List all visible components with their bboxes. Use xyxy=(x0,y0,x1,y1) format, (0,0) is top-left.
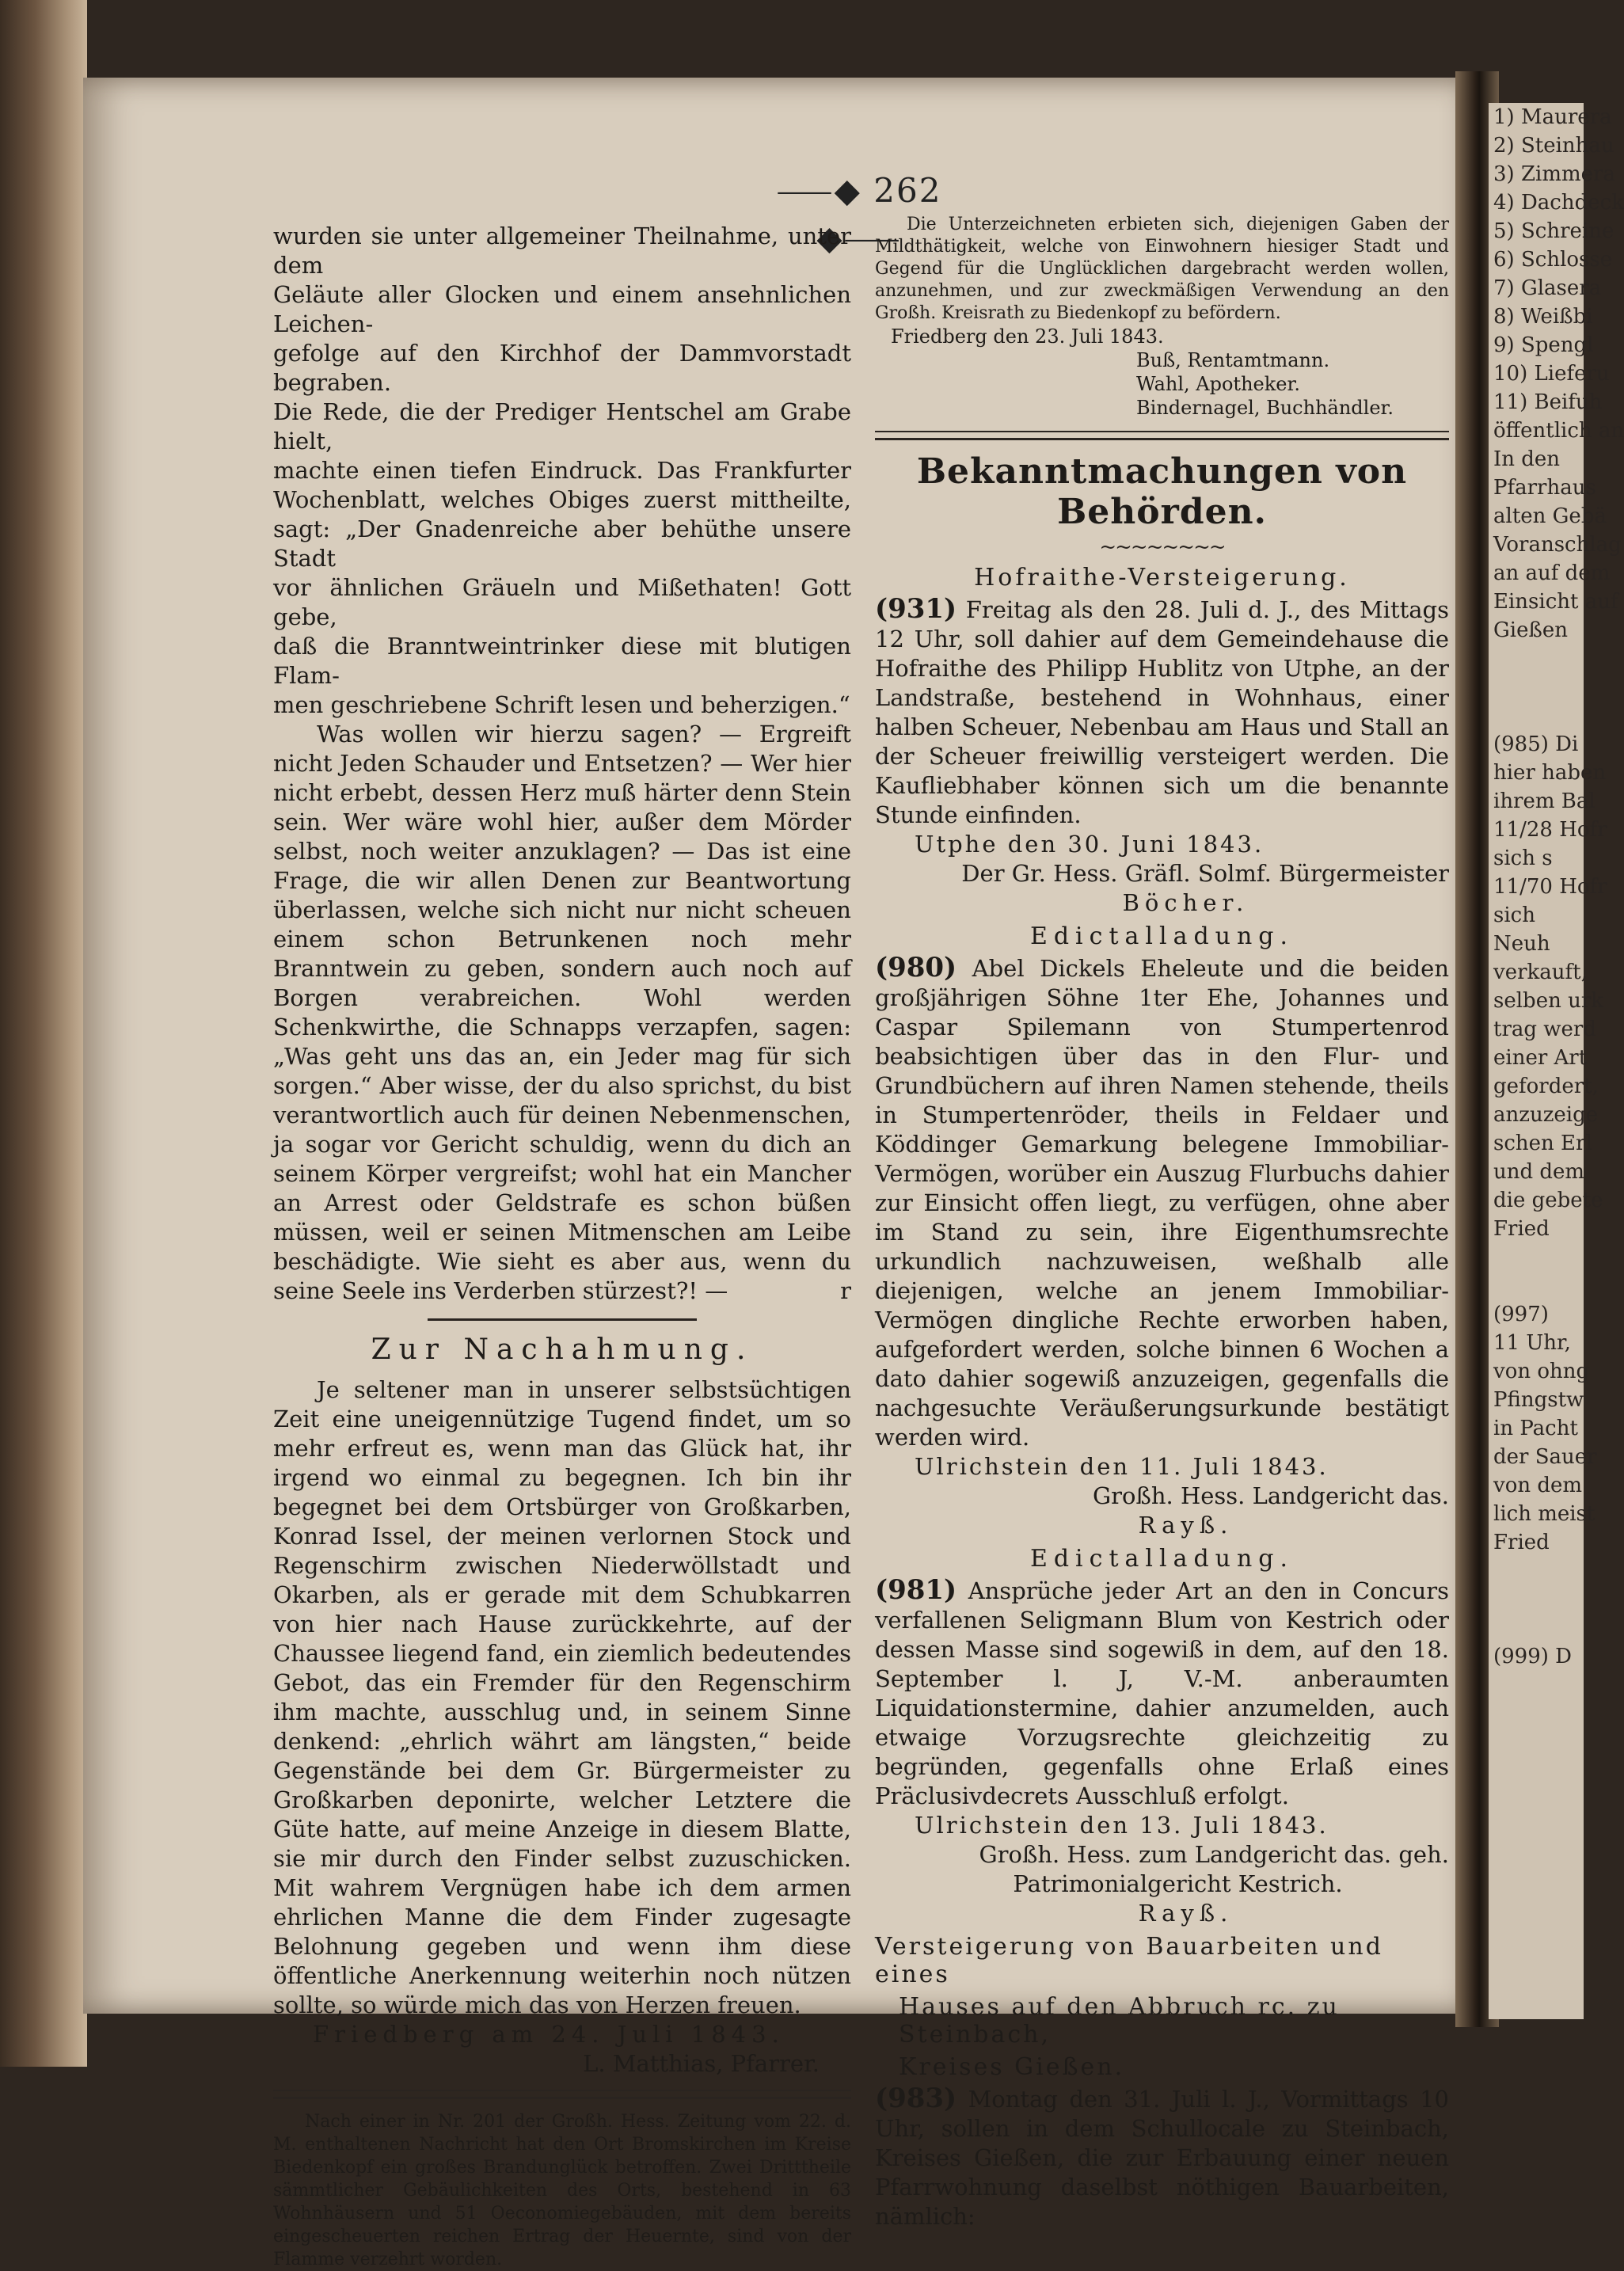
next-page-fragment: in Pacht xyxy=(1493,1417,1578,1440)
ornament-right-icon: ◆⸺ xyxy=(816,219,902,257)
notice-heading: Edictalladung. xyxy=(1029,922,1295,950)
text-line: vor ähnlichen Gräueln und Mißethaten! Gott gebe, xyxy=(273,574,851,630)
next-page-fragment: gefordert, xyxy=(1493,1075,1599,1098)
next-page-fragment: 2) Steinhau xyxy=(1493,134,1614,158)
double-divider xyxy=(875,431,1449,440)
notice-number: (931) xyxy=(875,593,957,625)
next-page-fragment: 7) Glasera xyxy=(1493,276,1602,300)
next-page-fragment: 9) Spengl xyxy=(1493,333,1594,357)
appeal-signer: Wahl, Apotheker. xyxy=(1136,373,1300,395)
next-page-fragment: In den xyxy=(1493,447,1561,471)
text-line: Die Rede, die der Prediger Hentschel am Grabe hielt, xyxy=(273,398,851,455)
authority: Der Gr. Hess. Gräfl. Solmf. Bürgermeister xyxy=(961,860,1449,887)
next-page-fragment xyxy=(1489,1614,1584,1642)
text-line: daß die Branntweintrinker diese mit blutigen Flam- xyxy=(273,633,851,689)
next-page-fragment: der Sauer xyxy=(1493,1445,1597,1469)
commentary-paragraph: Was wollen wir hierzu sagen? — Ergreift nicht Jeden Schauder und Entsetzen? — Wer hier nicht erbebt, dessen Herz muß härter denn Stein sein. Wer wäre wohl hier, außer dem Mörder selbst, noch weiter anzuklagen? — Das ist eine Frage, die wir allen Denen zur Beantwortung überlassen, welche sich nicht nur nicht scheuen einem schon Betrunkenen noch mehr Branntwein zu geben, sondern auch noch auf Borgen verabreichen. Wohl werden Schenkwirthe, die Schnapps verzapfen, sagen: „Was geht uns das an, ein Jeder mag für sich sorgen.“ Aber wisse, der du also sprichst, du bist verantwortlich auch für deinen Nebenmenschen, ja sogar vor Gericht schuldig, wenn du dich an seinem Körper vergreifst; wohl hat ein Mancher an Arrest oder Geldstrafe es schon büßen müssen, weil er seinen Mitmenschen am Leibe beschädigte. Wie sieht es aber aus, wenn du seine Seele ins Verderben stürzest?! — r xyxy=(273,721,851,1304)
next-page-fragment: 11/70 Hofr xyxy=(1493,875,1607,899)
next-page-fragment xyxy=(1489,1272,1584,1300)
appeal-signer: Bindernagel, Buchhändler. xyxy=(1136,397,1394,419)
next-page-fragment: hier haben xyxy=(1493,761,1607,785)
official-name: Rayß. xyxy=(1138,1512,1234,1539)
notice-heading: Versteigerung von Bauarbeiten und eines xyxy=(875,1933,1383,1988)
next-page-fragment: 5) Schreine xyxy=(1493,219,1614,243)
next-page-fragment: selben urk xyxy=(1493,989,1604,1013)
text-line: wurden sie unter allgemeiner Theilnahme, unter dem xyxy=(273,223,851,279)
place-date: Ulrichstein den 13. Juli 1843. xyxy=(915,1812,1329,1839)
next-page-fragment: und dem xyxy=(1493,1160,1585,1184)
next-page-fragment: sich xyxy=(1493,903,1535,927)
next-page-edge xyxy=(1489,103,1624,2019)
notice-heading: Kreises Gießen. xyxy=(899,2053,1125,2081)
next-page-fragment: die gebete xyxy=(1493,1189,1603,1212)
next-page-fragment: von ohng xyxy=(1493,1360,1590,1383)
next-page-fragment: Pfingstw xyxy=(1493,1388,1584,1412)
notice-983: (983) Montag den 31. Juli l. J., Vormittags 10 Uhr, sollen in dem Schullocale zu Steinbach, Kreises Gießen, die zur Erbauung einer neuen Pfarrwohnung daselbst nöthigen Bauarbeiten, nämlich: xyxy=(875,2083,1449,2230)
next-page-fragment xyxy=(1489,1243,1584,1272)
nachahmung-paragraph: Je seltener man in unserer selbstsüchtigen Zeit eine uneigennützige Tugend findet, um so mehr erfreut es, wenn man das Glück hat, ihr irgend wo einmal zu begegnen. Ich bin ihr begegnet bei dem Ortsbürger von Großkarben, Konrad Issel, der meinen verlornen Stock und Regenschirm zwischen Niederwöllstadt und Okarben, als er gerade mit dem Schubkarren von hier nach Hause zurückkehrte, auf der Chaussee liegend fand, ein ziemlich bedeutendes Gebot, das ein Fremder für den Regenschirm ihm machte, ausschlug und, in seinem Sinne denkend: „ehrlich währt am längsten,“ beide Gegenstände bei dem Gr. Bürgermeister zu Großkarben deponirte, welcher Letztere die Güte hatte, auf meine Anzeige in diesem Blatte, sie mir durch den Finder selbst zuzuschicken. Mit wahrem Vergnügen habe ich dem armen ehrlichen Manne die dem Finder zugesagte Belohnung gegeben und wenn ihm diese öffentliche Anerkennung weiterhin noch nützen sollte, so würde mich das von Herzen freuen. xyxy=(273,1376,851,2018)
notice-981: (981) Ansprüche jeder Art an den in Concurs verfallenen Seligmann Blum von Kestrich oder dessen Masse sind sogewiß in dem, auf den 18. September l. J, V.-M. anberaumten Liquidationstermine, dahier anzumelden, auch etwaige Vorzugsrechte gleichzeitig zu begründen, gegenfalls ohne Erlaß eines Präclusivdecrets Ausschluß erfolgt. xyxy=(875,1574,1450,1809)
authority: Großh. Hess. zum Landgericht das. geh. xyxy=(979,1841,1449,1868)
next-page-fragment: an auf dem xyxy=(1493,561,1611,585)
double-divider xyxy=(273,2090,851,2099)
fire-report: Nach einer in Nr. 201 der Großh. Hess. Zeitung vom 22. d. M. enthaltenen Nachricht hat den Ort Bromskirchen im Kreise Biedenkopf ein großes Brandunglück betroffen. Zwei Dritttheile sämmtlicher Gebäulichkeiten des Orts, bestehend in 63 Wohnhäusern und 51 Oeconomiegebäuden, mit dem bereits eingescheuerten reichen Ertrag der Heuernte, sind von der Flamme verzehrt worden. xyxy=(273,2112,851,2269)
next-page-fragment xyxy=(1489,702,1584,730)
place-date: Friedberg am 24. Juli 1843. xyxy=(313,2021,785,2048)
appeal-place-date: Friedberg den 23. Juli 1843. xyxy=(891,325,1164,348)
next-page-fragment: sich s xyxy=(1493,846,1553,870)
place-date: Utphe den 30. Juni 1843. xyxy=(915,831,1265,858)
next-page-fragment: 4) Dachdeck xyxy=(1493,191,1624,215)
next-page-fragment: schen Erl xyxy=(1493,1132,1592,1155)
next-page-fragment: ihrem Bal xyxy=(1493,789,1595,813)
notice-number: (983) xyxy=(875,2083,957,2114)
text-line: sagt: „Der Gnadenreiche aber behüthe unsere Stadt xyxy=(273,515,851,572)
text-line: gefolge auf den Kirchhof der Dammvorstadt begraben. xyxy=(273,340,851,396)
next-page-fragment: Voranschlag xyxy=(1493,533,1622,557)
next-page-fragment: Neuh xyxy=(1493,932,1550,956)
next-page-fragment: trag werd xyxy=(1493,1018,1596,1041)
book-edge-left xyxy=(0,0,87,2067)
squiggle-ornament: ~~~~~~~~ xyxy=(1099,535,1225,559)
next-page-fragment: 1) Maurera xyxy=(1493,105,1612,129)
official-name: Rayß. xyxy=(1138,1900,1234,1927)
notice-heading: Edictalladung. xyxy=(1029,1545,1295,1573)
next-page-fragment xyxy=(1489,673,1584,702)
next-page-fragment xyxy=(1489,1557,1584,1585)
next-page-fragment: von dem xyxy=(1493,1474,1583,1497)
notice-number: (981) xyxy=(875,1574,957,1606)
next-page-fragment: Fried xyxy=(1493,1217,1550,1241)
next-page-fragment: Einsicht auf xyxy=(1493,590,1618,614)
next-page-fragment: anzuzeige xyxy=(1493,1103,1599,1127)
next-page-fragment: (999) D xyxy=(1493,1645,1573,1668)
next-page-fragment: 6) Schlosse xyxy=(1493,248,1613,272)
divider xyxy=(428,1318,697,1321)
appeal-signer: Buß, Rentamtmann. xyxy=(1136,349,1330,371)
text-line: men geschriebene Schrift lesen und beherzigen.“ xyxy=(273,691,850,718)
section-heading-nachahmung: Zur Nachahmung. xyxy=(371,1333,754,1366)
left-column xyxy=(273,222,851,2271)
place-date: Ulrichstein den 11. Juli 1843. xyxy=(915,1453,1329,1480)
notice-980: (980) Abel Dickels Eheleute und die beiden großjährigen Söhne 1ter Ehe, Johannes und Caspar Spilemann von Stumpertenrod beabsichtigen über das in den Flur- und Grundbüchern auf ihren Namen stehende, theils in Stumpertenröder, theils in Feldaer und Köddinger Gemarkung belegene Immobiliar-Vermögen, worüber ein Auszug Flurbuchs dahier zur Einsicht offen liegt, zu verfügen, ohne aber im Stand zu sein, ihre Eigenthumsrechte urkundlich nachzuweisen, weßhalb alle diejenigen, welche an jenem Immobiliar-Vermögen dingliche Rechte erworben haben, aufgefordert werden, solche binnen 6 Wochen a dato dahier sogewiß anzuzeigen, gegenfalls die nachgesuchte Veräußerungsurkunde bestätigt werden wird. xyxy=(875,952,1449,1451)
next-page-fragment: Pfarrhaus xyxy=(1493,476,1596,500)
authority: Patrimonialgericht Kestrich. xyxy=(1013,1870,1343,1897)
notice-heading: Hofraithe-Versteigerung. xyxy=(974,564,1350,592)
notice-heading: Hauses auf den Abbruch rc. zu Steinbach, xyxy=(899,1993,1340,2048)
next-page-fragment: öffentlich an xyxy=(1493,419,1624,443)
next-page-fragment: 11/28 Hofr xyxy=(1493,818,1607,842)
next-page-fragment: (997) xyxy=(1493,1303,1549,1326)
text-line: Geläute aller Glocken und einem ansehnlichen Leichen- xyxy=(273,281,851,337)
article-continuation xyxy=(273,222,851,720)
page-number: ⸺◆ 262 ◆⸺ xyxy=(776,171,942,257)
next-page-fragment: lich meist xyxy=(1493,1502,1595,1526)
signature: L. Matthias, Pfarrer. xyxy=(583,2050,820,2077)
next-page-fragment: 11) Beifuh xyxy=(1493,390,1603,414)
official-name: Böcher. xyxy=(1122,889,1249,916)
next-page-fragment: 11 Uhr, xyxy=(1493,1331,1571,1355)
section-title-behoerden: Bekanntmachungen von Behörden. xyxy=(916,451,1408,532)
next-page-fragment: Fried xyxy=(1493,1531,1550,1554)
next-page-fragment: (985) Di xyxy=(1493,732,1579,756)
next-page-fragment: alten Gebä xyxy=(1493,504,1607,528)
donation-appeal: Die Unterzeichneten erbieten sich, diejenigen Gaben der Mildthätigkeit, welche von Einwohnern hiesiger Stadt und Gegend für die Unglücklichen dargebracht werden wollen, anzunehmen, und zur zweckmäßigen Verwendung an den Großh. Kreisrath zu Biedenkopf zu befördern. xyxy=(875,215,1449,323)
next-page-fragment: verkauft, xyxy=(1493,961,1588,984)
right-column xyxy=(875,214,1449,2231)
next-page-fragment: 10) Lieferu xyxy=(1493,362,1610,386)
next-page-fragment: 8) Weißbi xyxy=(1493,305,1593,329)
text-line: machte einen tiefen Eindruck. Das Frankfurter xyxy=(273,457,851,484)
notice-number: (980) xyxy=(875,952,957,983)
text-line: Wochenblatt, welches Obiges zuerst mittheilte, xyxy=(273,486,851,513)
ornament-left-icon: ⸺◆ xyxy=(776,171,874,210)
next-page-fragment: 3) Zimmera xyxy=(1493,162,1615,186)
next-page-fragment xyxy=(1489,645,1584,673)
next-page-fragment xyxy=(1489,1585,1584,1614)
next-page-fragment: einer Art xyxy=(1493,1046,1588,1070)
next-page-fragment: Gießen xyxy=(1493,618,1568,642)
authority: Großh. Hess. Landgericht das. xyxy=(1092,1482,1449,1509)
notice-931: (931) Freitag als den 28. Juli d. J., des Mittags 12 Uhr, soll dahier auf dem Gemeindehause die Hofraithe des Philipp Hublitz von Utphe, an der Landstraße, bestehend in Wohnhaus, einer halben Scheuer, Nebenbau am Haus und Stall an der Scheuer freiwillig versteigert werden. Die Kaufliebhaber können sich um die benannte Stunde einfinden. xyxy=(875,593,1449,828)
